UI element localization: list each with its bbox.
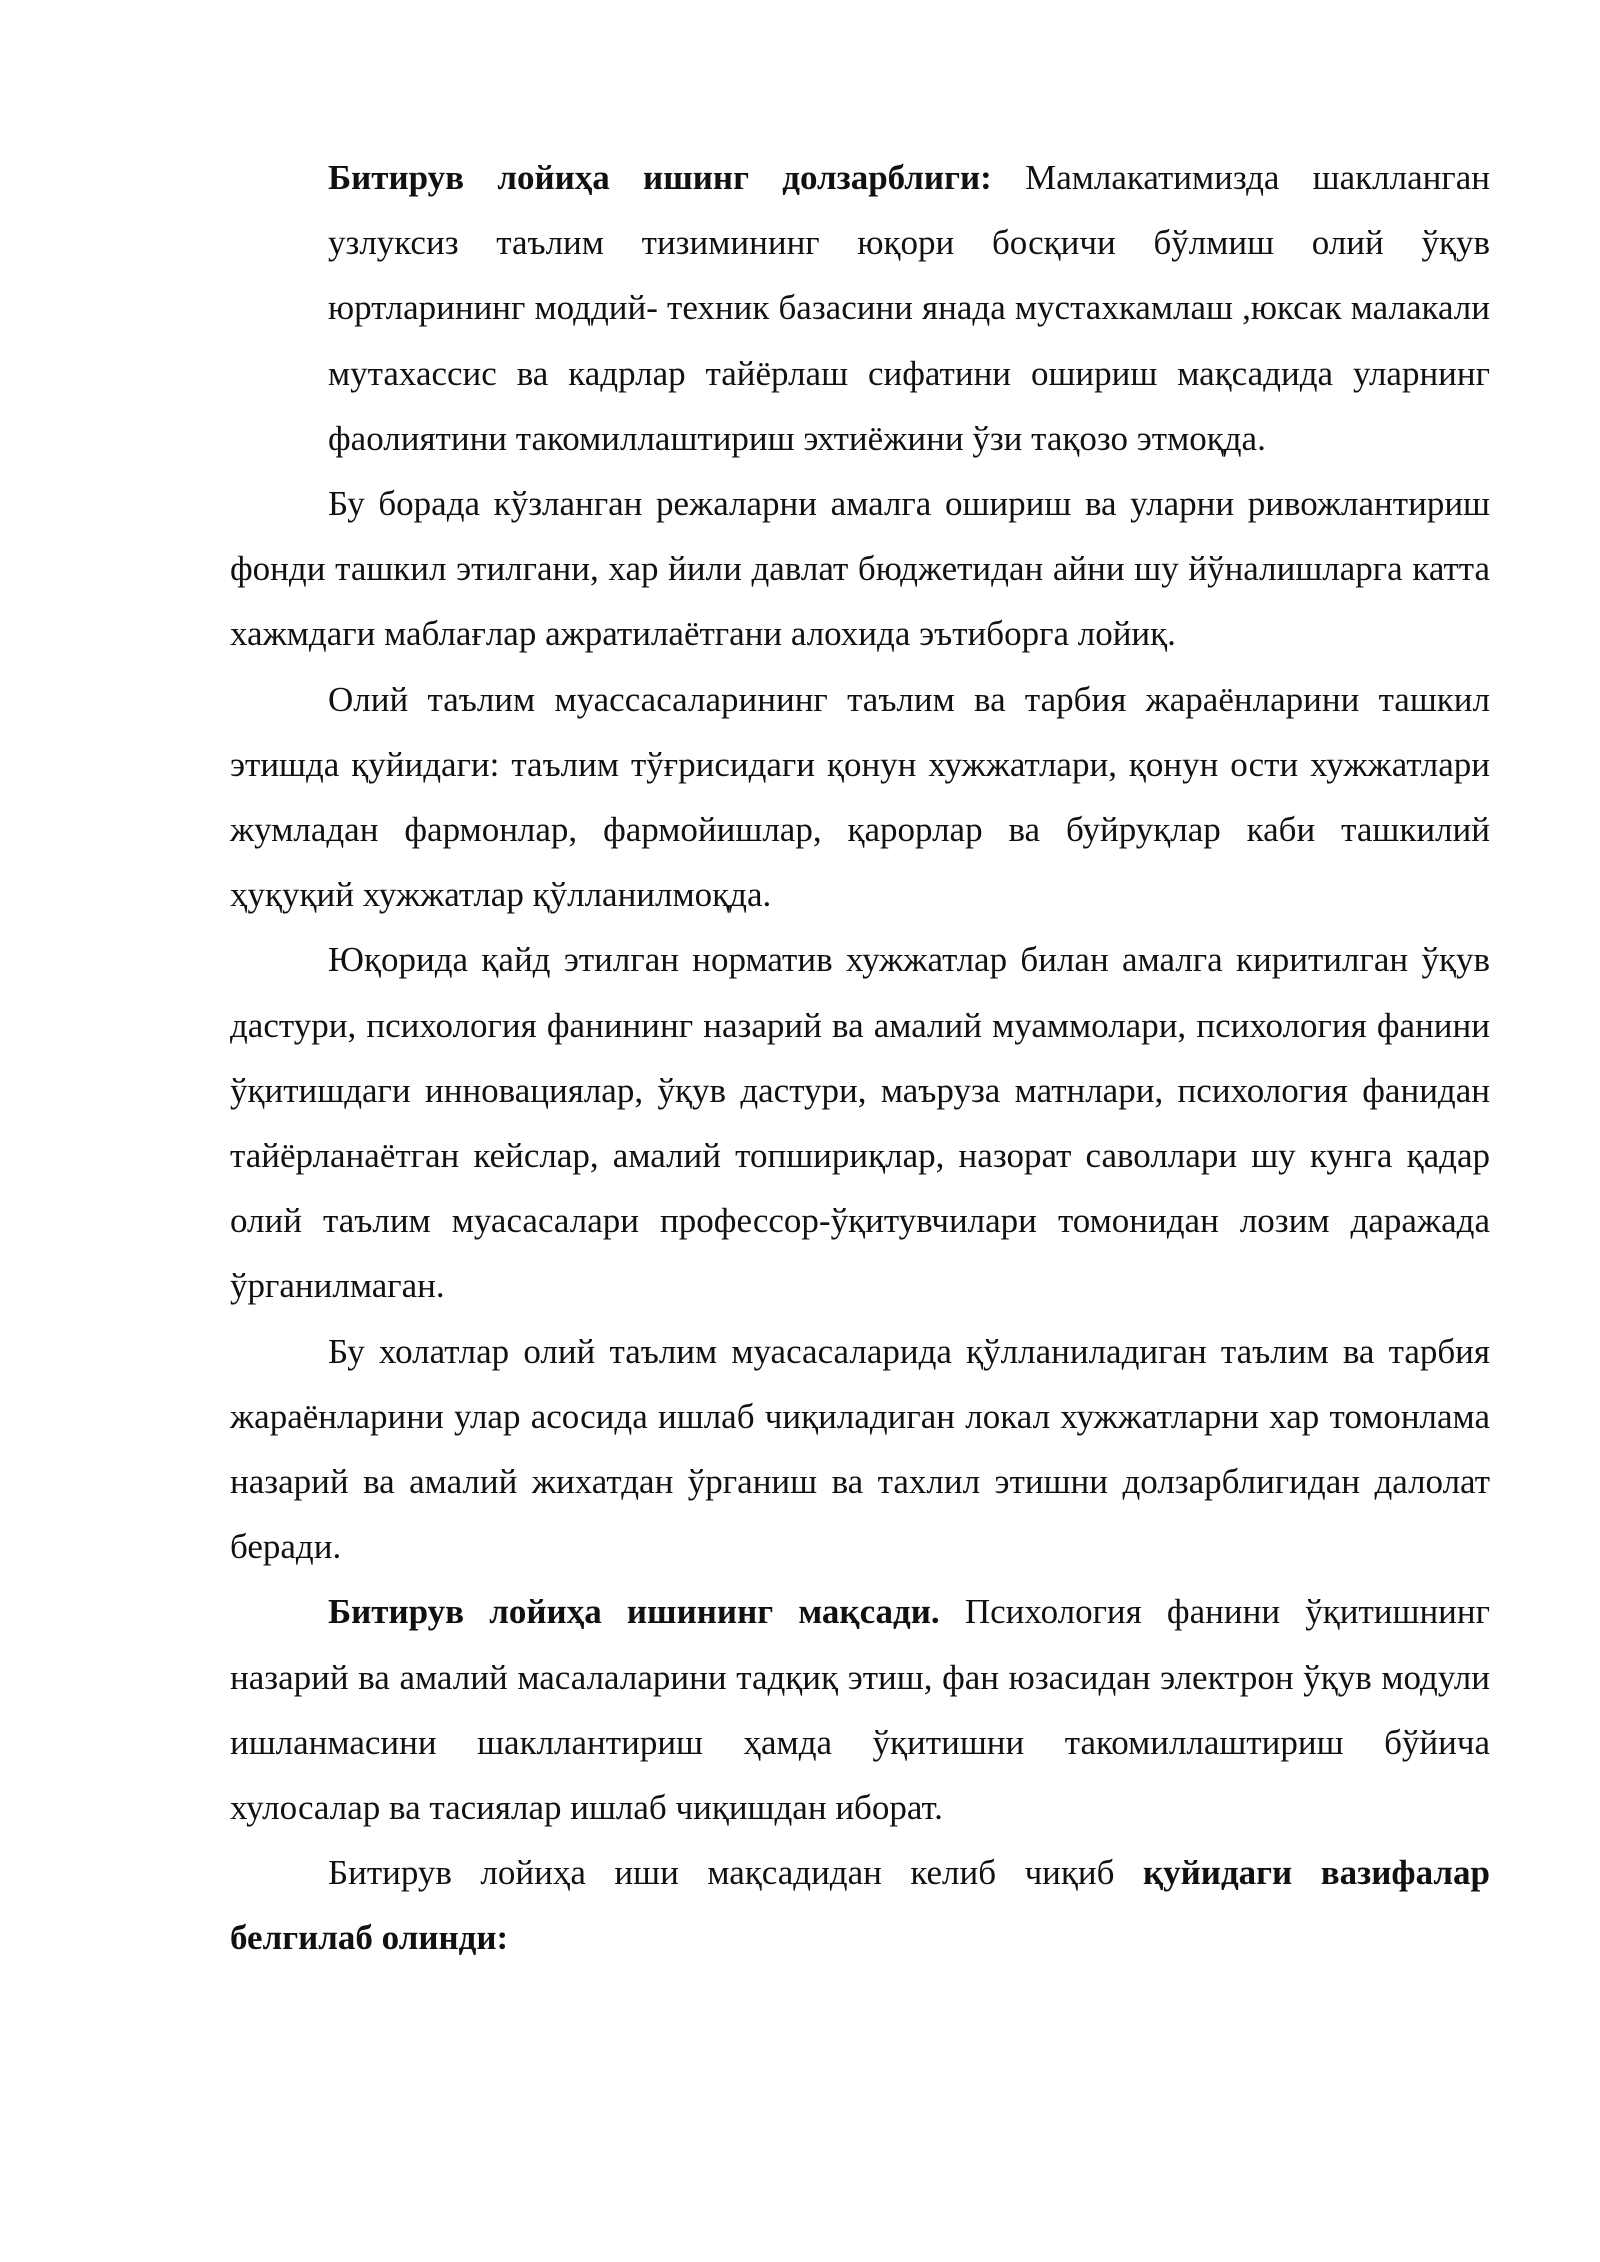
situation-text: Бу холатлар олий таълим муасасаларида қўлланиладиган таълим ва тарбия жараёнларини улар асосида ишлаб чиқиладиган локал хужжатларни хар томонлама назарий ва амалий жихатдан ўрганиш ва тахлил этишни долзарблигидан далолат беради. bbox=[230, 1331, 1490, 1567]
tasks-heading: қуйидаги вазифалар белгилаб олинди: bbox=[230, 1853, 1490, 1958]
document-body bbox=[230, 145, 1490, 1971]
normative-documents-text: Юқорида қайд этилган норматив хужжатлар билан амалга киритилган ўқув дастури, психология фанининг назарий ва амалий муаммолари, психология фанини ўқитишдаги инновациялар, ўқув дастури, маъруза матнлари, психология фанидан тайёрланаётган кейслар, амалий топшириқлар, назорат саволлари шу кунга қадар олий таълим муасасалари профессор-ўқитувчилари томонидан лозим даражада ўрганилмаган. bbox=[230, 940, 1490, 1306]
paragraph-normative-documents bbox=[230, 927, 1490, 1318]
paragraph-funding bbox=[230, 471, 1490, 667]
relevance-text: Мамлакатимизда шаклланган узлуксиз таълим тизимининг юқори босқичи бўлмиш олий ўқув юртларининг моддий- техник базасини янада мустахкамлаш ,юксак малакали мутахассис ва кадрлар тайёрлаш сифатини ошириш мақсадида уларнинг фаолиятини такомиллаштириш эхтиёжини ўзи тақозо этмоқда. bbox=[328, 158, 1490, 458]
tasks-text: Битирув лойиҳа иши мақсадидан келиб чиқиб bbox=[328, 1853, 1143, 1893]
relevance-heading: Битирув лойиҳа ишинг долзарблиги: bbox=[328, 158, 992, 197]
paragraph-tasks bbox=[230, 1840, 1490, 1970]
goal-text: Психология фанини ўқитишнинг назарий ва амалий масалаларини тадқиқ этиш, фан юзасидан электрон ўқув модули ишланмасини шакллантириш ҳамда ўқитишни такомиллаштириш бўйича хулосалар ва тасиялар ишлаб чиқишдан иборат. bbox=[230, 1592, 1490, 1828]
funding-text: Бу борада кўзланган режаларни амалга ошириш ва уларни ривожлантириш фонди ташкил этилгани, хар йили давлат бюджетидан айни шу йўналишларга катта хажмдаги маблағлар ажратилаётгани алохида эътиборга лойиқ. bbox=[230, 484, 1490, 654]
goal-heading: Битирув лойиҳа ишининг мақсади. bbox=[328, 1592, 940, 1632]
paragraph-situation bbox=[230, 1319, 1490, 1580]
paragraph-relevance bbox=[230, 145, 1490, 471]
paragraph-legal-documents bbox=[230, 667, 1490, 928]
legal-documents-text: Олий таълим муассасаларининг таълим ва тарбия жараёнларини ташкил этишда қуйидаги: таълим тўғрисидаги қонун хужжатлари, қонун ости хужжатлари жумладан фармонлар, фармойишлар, қарорлар ва буйруқлар каби ташкилий ҳуқуқий хужжатлар қўлланилмоқда. bbox=[230, 679, 1490, 915]
paragraph-goal bbox=[230, 1579, 1490, 1840]
